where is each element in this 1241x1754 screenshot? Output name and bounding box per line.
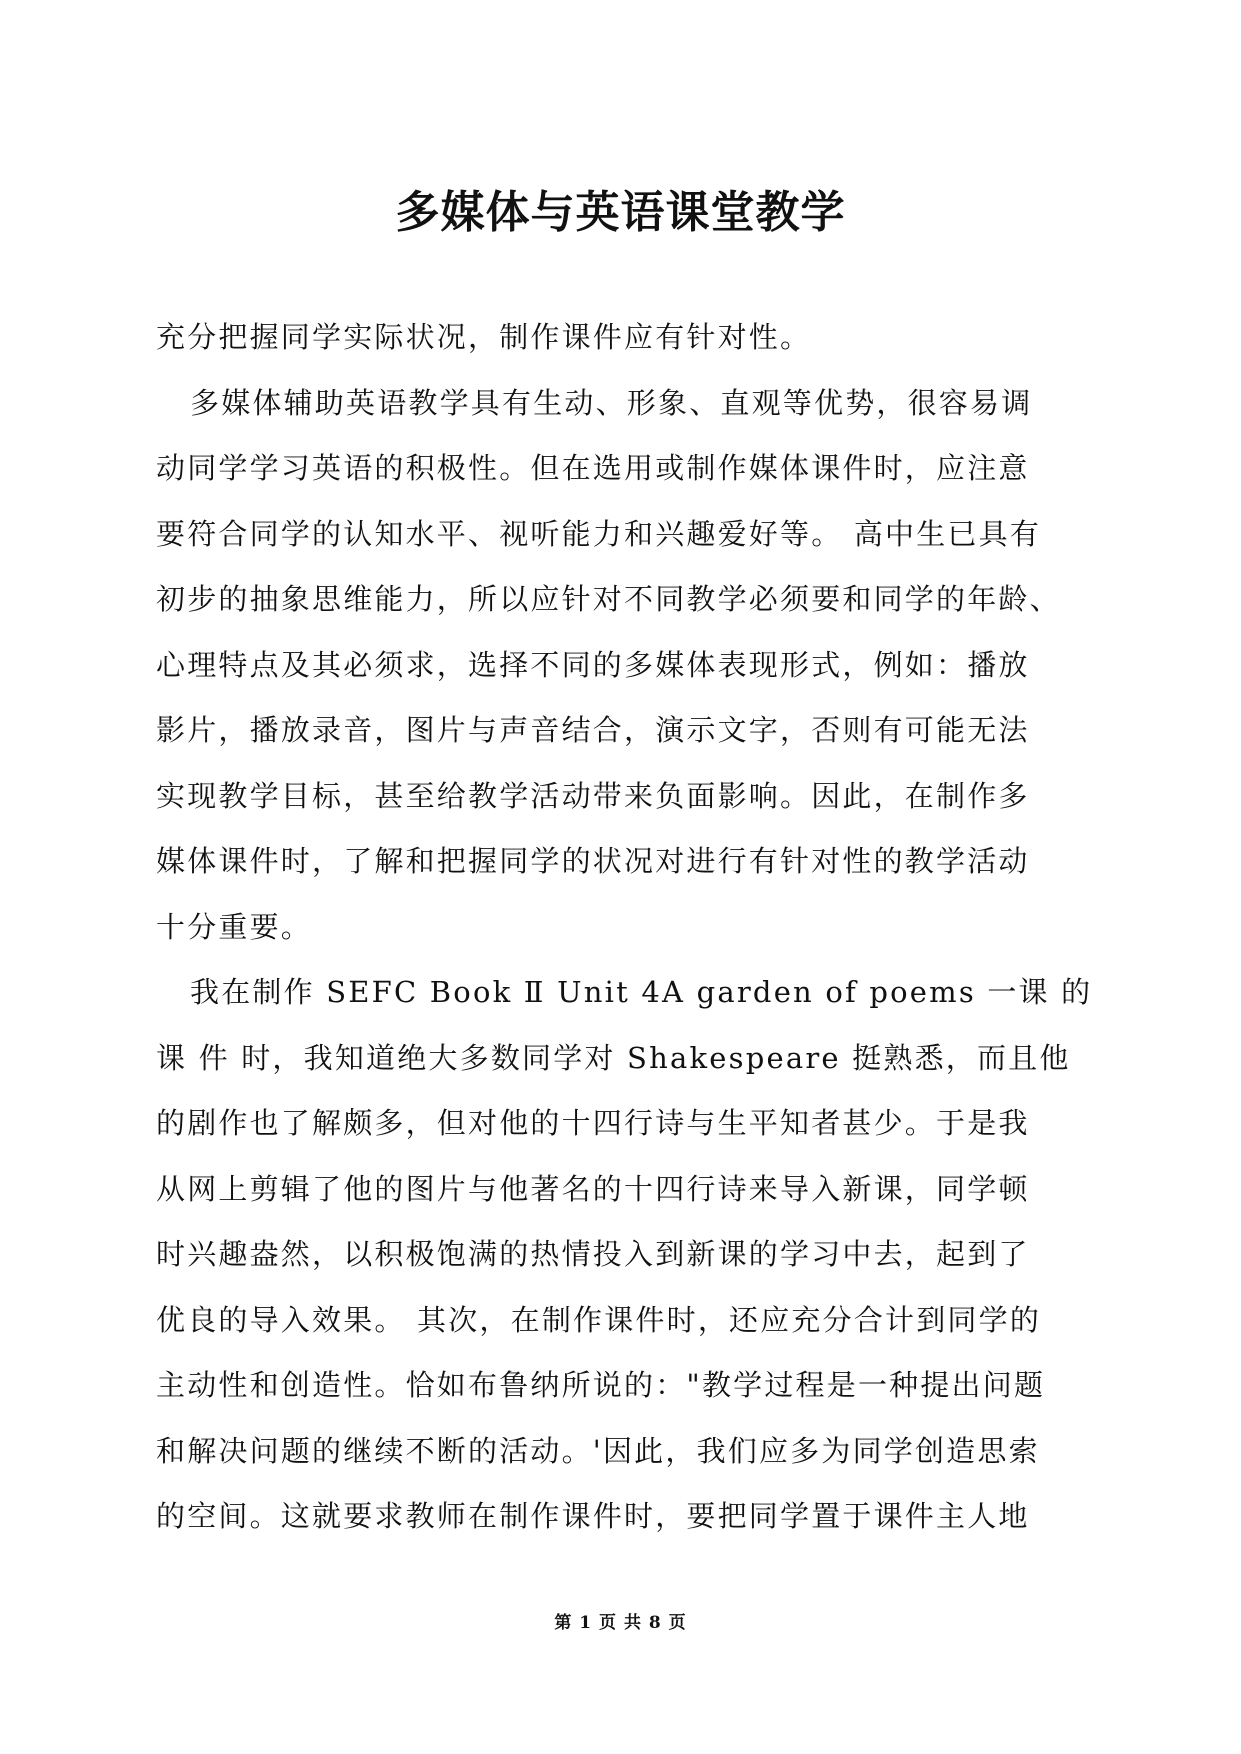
text-line: 主动性和创造性。恰如布鲁纳所说的："教学过程是一种提出问题 (156, 1368, 1046, 1402)
text-line: 我在制作 SEFC Book Ⅱ Unit 4A garden of poems 一课 的 (190, 975, 1093, 1009)
text-line: 时兴趣盎然，以积极饱满的热情投入到新课的学习中去，起到了 (156, 1237, 1030, 1271)
text-line: 从网上剪辑了他的图片与他著名的十四行诗来导入新课，同学顿 (156, 1171, 1030, 1206)
text-line: 的剧作也了解颇多，但对他的十四行诗与生平知者甚少。于是我 (156, 1106, 1030, 1140)
text-line: 媒体课件时，了解和把握同学的状况对进行有针对性的教学活动 (156, 844, 1030, 878)
text-line: 课 件 时，我知道绝大多数同学对 Shakespeare 挺熟悉，而且他 (156, 1040, 1071, 1075)
document-body (156, 305, 1096, 1550)
text-line: 和解决问题的继续不断的活动。'因此，我们应多为同学创造思索 (156, 1433, 1040, 1468)
text-line: 影片，播放录音，图片与声音结合，演示文字，否则有可能无法 (156, 713, 1030, 747)
text-line: 动同学学习英语的积极性。但在选用或制作媒体课件时，应注意 (156, 451, 1030, 485)
text-line: 优良的导入效果。 其次，在制作课件时，还应充分合计到同学的 (156, 1302, 1042, 1337)
text-line: 实现教学目标，甚至给教学活动带来负面影响。因此，在制作多 (156, 778, 1030, 813)
text-line: 充分把握同学实际状况，制作课件应有针对性。 (156, 320, 812, 354)
page-footer: 第 1 页 共 8 页 (554, 1613, 687, 1633)
document-title: 多媒体与英语课堂教学 (395, 187, 846, 238)
text-line: 初步的抽象思维能力，所以应针对不同教学必须要和同学的年龄、 (156, 582, 1061, 616)
text-line: 要符合同学的认知水平、视听能力和兴趣爱好等。 高中生已具有 (156, 516, 1042, 551)
text-line: 心理特点及其必须求，选择不同的多媒体表现形式，例如：播放 (156, 647, 1030, 682)
text-line: 的空间。这就要求教师在制作课件时，要把同学置于课件主人地 (156, 1499, 1030, 1533)
text-line: 十分重要。 (156, 909, 313, 944)
text-line: 多媒体辅助英语教学具有生动、形象、直观等优势，很容易调 (190, 385, 1033, 420)
